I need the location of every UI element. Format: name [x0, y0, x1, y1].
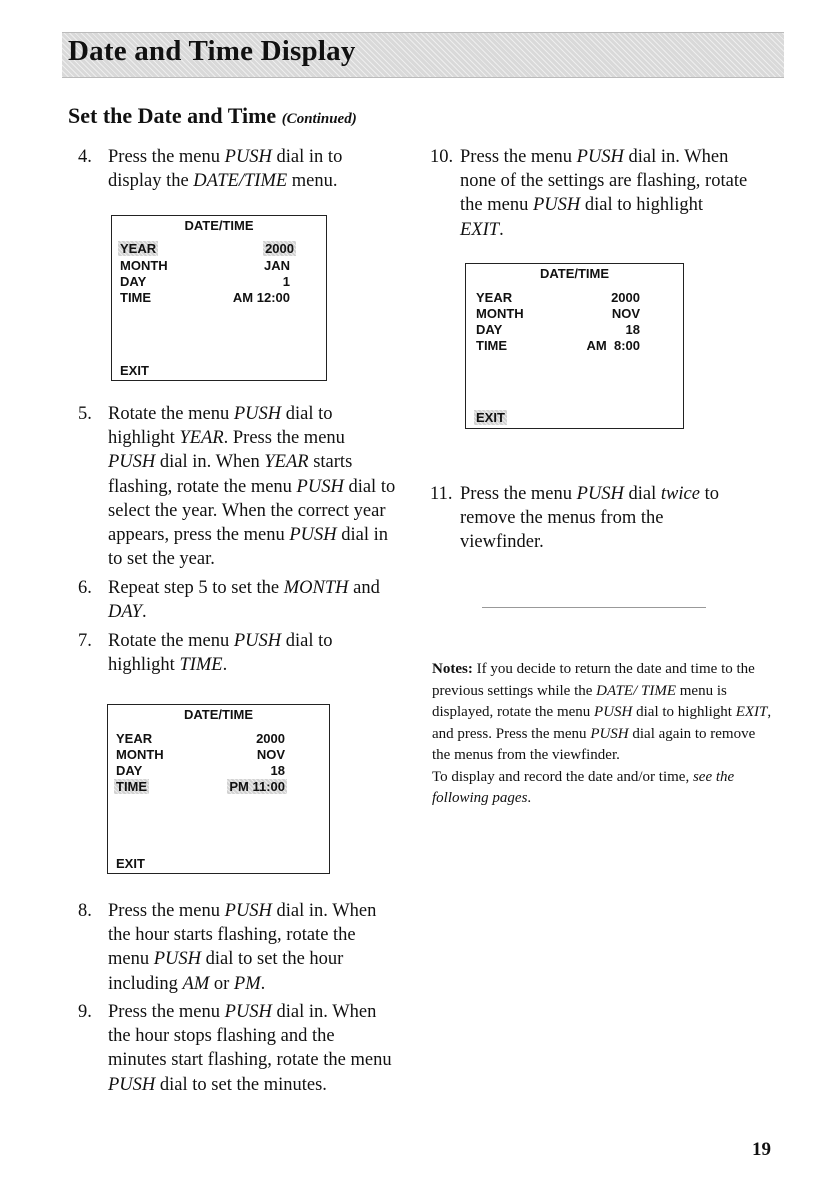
- notes-block: [432, 659, 777, 810]
- step-number: 7.: [78, 631, 92, 651]
- step-text: Rotate the menu PUSH dial to highlight TIME.: [108, 631, 333, 676]
- menu-time-value: AM 12:00: [232, 290, 290, 305]
- subheading-continued: (Continued): [281, 111, 357, 127]
- divider-rule: [482, 607, 706, 608]
- subheading-title: Set the Date and Time: [68, 103, 277, 128]
- menu-month-value: JAN: [263, 258, 290, 273]
- page-title: Date and Time Display: [68, 35, 356, 67]
- menu-month-label: MONTH: [116, 747, 164, 762]
- notes-paragraph-2: To display and record the date and/or time, see the following pages.: [432, 768, 735, 806]
- notes-text-1: If you decide to return the date and time to the previous settings while the DATE/ TIME menu is displayed, rotate the menu PUSH dial to highlight EXIT, and press. Press the menu PUSH dial again to remove the menus from the viewfinder.: [432, 661, 772, 763]
- datetime-menu-time: [107, 704, 330, 874]
- step-number: 4.: [78, 147, 92, 167]
- menu-exit-label: EXIT: [476, 410, 505, 425]
- section-banner: [62, 32, 784, 78]
- step-number: 8.: [78, 901, 92, 921]
- menu-year-value: 2000: [256, 731, 285, 746]
- step-text: Press the menu PUSH dial in. When none of the settings are flashing, rotate the menu PUSH dial to highlight EXIT.: [460, 147, 748, 240]
- step-number: 6.: [78, 578, 92, 598]
- menu-time-label: TIME: [116, 779, 148, 794]
- menu-month-label: MONTH: [120, 258, 168, 273]
- datetime-menu-year: [111, 215, 327, 381]
- step-text: Rotate the menu PUSH dial to highlight YEAR. Press the menu PUSH dial in. When YEAR starts flashing, rotate the menu PUSH dial to select the year. When the correct year appears, press the menu PUSH dial in to set the year.: [108, 404, 396, 570]
- page-number: 19: [752, 1139, 771, 1160]
- menu-title: DATE/TIME: [539, 266, 610, 281]
- step-text: Press the menu PUSH dial in. When the hour stops flashing and the minutes start flashing, rotate the menu PUSH dial to set the minutes.: [108, 1002, 392, 1095]
- step-text: Press the menu PUSH dial in to display the DATE/TIME menu.: [108, 147, 343, 192]
- menu-month-value: NOV: [611, 306, 640, 321]
- menu-title: DATE/TIME: [183, 707, 254, 722]
- menu-month-value: NOV: [256, 747, 285, 762]
- step-number: 10.: [430, 147, 454, 167]
- menu-title: DATE/TIME: [184, 218, 254, 233]
- step-text: Repeat step 5 to set the MONTH and DAY.: [108, 578, 380, 623]
- step-text: Press the menu PUSH dial twice to remove the menus from the viewfinder.: [460, 484, 719, 553]
- datetime-menu-exit: [465, 263, 684, 429]
- menu-day-label: DAY: [476, 322, 503, 337]
- menu-day-label: DAY: [116, 763, 143, 778]
- menu-exit-label: EXIT: [116, 856, 145, 871]
- menu-day-value: 18: [625, 322, 640, 337]
- notes-label: Notes:: [432, 661, 473, 677]
- menu-day-label: DAY: [120, 274, 147, 289]
- menu-time-value: PM 11:00: [229, 779, 285, 794]
- menu-time-label: TIME: [476, 338, 508, 353]
- step-number: 5.: [78, 404, 92, 424]
- menu-year-label: YEAR: [116, 731, 153, 746]
- subheading: [68, 103, 357, 129]
- menu-day-value: 18: [270, 763, 285, 778]
- menu-month-label: MONTH: [476, 306, 524, 321]
- menu-exit-label: EXIT: [120, 363, 149, 378]
- step-text: Press the menu PUSH dial in. When the hour starts flashing, rotate the menu PUSH dial to set the hour including AM or PM.: [108, 901, 377, 994]
- menu-year-label: YEAR: [476, 290, 513, 305]
- menu-time-label: TIME: [120, 290, 152, 305]
- notes-paragraph-1: [432, 659, 777, 767]
- menu-year-value: 2000: [611, 290, 640, 305]
- step-number: 9.: [78, 1002, 92, 1022]
- menu-day-value: 1: [282, 274, 290, 289]
- step-number: 11.: [430, 484, 453, 504]
- menu-time-value: AM 8:00: [586, 338, 640, 353]
- menu-year-label: YEAR: [120, 241, 157, 256]
- menu-year-value: 2000: [265, 241, 294, 256]
